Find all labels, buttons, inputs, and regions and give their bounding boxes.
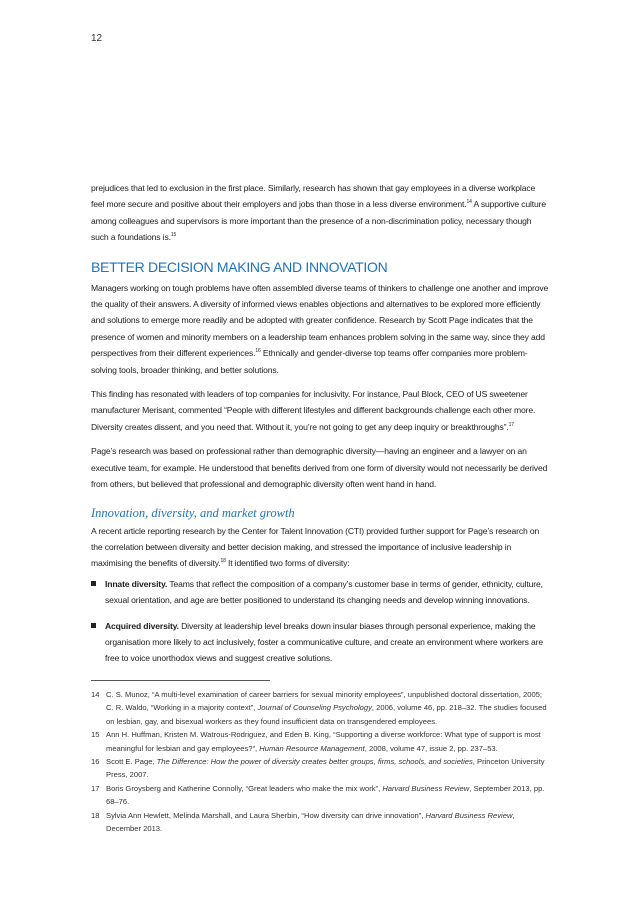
bullet-square-icon [91, 623, 96, 628]
footnote: 18 Sylvia Ann Hewlett, Melinda Marshall, and Laura Sherbin, “How diversity can drive innovation”, Harvard Business Review, December 2013. [91, 810, 515, 834]
footnotes [91, 688, 549, 835]
footnote: 16 Scott E. Page, The Difference: How the power of diversity creates better groups, firms, schools, and societies, Princeton University Press, 2007. [91, 757, 545, 780]
section-paragraph: This finding has resonated with leaders of top companies for inclusivity. For instance, Paul Block, CEO of US sweetener manufacturer Merisant, commented “People with different lifestyles and different backgrounds challenge each other more. Diversity creates dissent, and you need that. Without it, you’re not going to get any deep inquiry or breakthroughs”.$^{17}$ [91, 389, 536, 432]
section-paragraph: Page’s research was based on professional rather than demographic diversity—having an engineer and a lawyer on an executive team, for example. He understood that benefits derived from one form of diversity would not necessarily be derived from others, but believed that professional and demographic diversity often went hand in hand. [91, 446, 548, 490]
list-item: Acquired diversity. Diversity at leadership level breaks down insular biases through personal experience, making the organisation more likely to act inclusively, foster a communicative culture, and create an environment where workers are free to voice unorthodox views and suggest creative solutions. [91, 618, 549, 667]
footnote-ref[interactable]: 15 [170, 232, 177, 239]
list-item: Innate diversity. Teams that reflect the composition of a company’s customer base in terms of gender, ethnicity, culture, sexual orientation, and age are better positioned to understand its changing needs and develop winning innovations. [91, 576, 549, 609]
footnote-divider [91, 680, 270, 681]
diversity-list [91, 576, 549, 667]
body-text [91, 180, 549, 676]
footnote-ref[interactable]: 14 [466, 199, 472, 206]
footnote: 14 C. S. Munoz, “A multi-level examination of career barriers for sexual minority employees”, unpublished doctoral dissertation, 2005; C. R. Waldo, “Working in a majority context”, Journal of Counseling Psychology, 2006, volume 46, pp. 218–32. The studies focused on lesbian, gay, and bisexual workers as they found insufficient data on transgendered employees. [91, 690, 547, 726]
page-number: 12 [91, 33, 103, 44]
footnote: 15 Ann H. Huffman, Kristen M. Watrous-Rodriguez, and Eden B. King, “Supporting a diverse workforce: What type of support is most meaningful for lesbian and gay employees?”, Human Resource Management, 2008, volume 47, issue 2, pp. 237–53. [91, 730, 541, 753]
section-paragraph: Managers working on tough problems have often assembled diverse teams of thinkers to challenge one another and improve the quality of their answers. A diversity of informed views enables objections and alternatives to be explored more efficiently and solutions to emerge more readily and be adopted with greater confidence. Research by Scott Page indicates that the presence of women and minority members on a leadership team enhances problem solving in the same way, since they add perspectives from their different experiences.$^{16}$ Ethnically and gender-diverse top teams offer companies more problem-solving tools, broader thinking, and better solutions. [91, 282, 549, 375]
subsection-heading: Innovation, diversity, and market growth [91, 505, 295, 520]
footnote-ref[interactable]: 17 [508, 422, 514, 429]
section-heading: BETTER DECISION MAKING AND INNOVATION [91, 258, 388, 275]
subsection-paragraph: A recent article reporting research by the Center for Talent Innovation (CTI) provided further support for Page’s research on the correlation between diversity and better decision making, and stressed the importance of inclusive leadership in maximising the benefits of diversity.$^{18}$ It identified two forms of diversity: [91, 525, 540, 569]
footnote-ref[interactable]: 18 [220, 558, 226, 565]
footnote-ref[interactable]: 16 [255, 348, 261, 355]
bullet-square-icon [91, 581, 96, 586]
footnote: 17 Boris Groysberg and Katherine Connolly, “Great leaders who make the mix work”, Harvard Business Review, September 2013, pp. 68–76. [91, 783, 545, 807]
intro-paragraph: prejudices that led to exclusion in the first place. Similarly, research has shown that gay employees in a diverse workplace feel more secure and positive about their employers and jobs than those in a less diverse environment.$^{14}$ A supportive culture among colleagues and supervisors is more important than the presence of a non-discrimination policy, necessary though such a foundations is.$^{15}$ [91, 183, 546, 243]
